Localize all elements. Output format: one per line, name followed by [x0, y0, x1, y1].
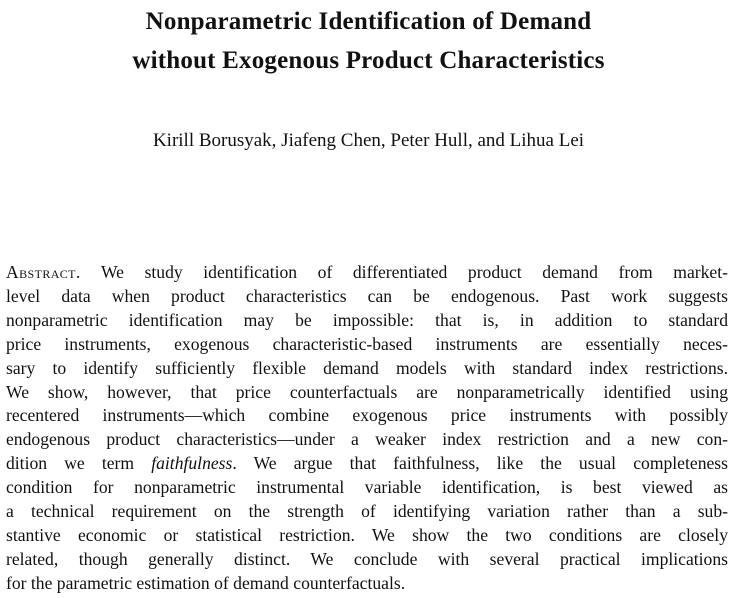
- paper-title-line-2: without Exogenous Product Characteristics: [132, 47, 605, 74]
- abstract: [6, 261, 728, 596]
- abstract-text: We study identification of differentiated product demand from market-: [100, 262, 728, 282]
- abstract-line: endogenous product characteristics—under a weaker index restriction and a new con-: [6, 429, 728, 450]
- paper-title: [0, 2, 737, 80]
- abstract-line: related, though generally distinct. We conclude with several practical implications: [6, 548, 728, 569]
- abstract-line: [6, 261, 728, 285]
- abstract-line: a technical requirement on the strength of identifying variation rather than a sub-: [6, 501, 728, 522]
- abstract-line: level data when product characteristics can be endogenous. Past work suggests: [6, 285, 728, 306]
- abstract-line: sary to identify sufficiently flexible demand models with standard index restrictions.: [6, 357, 728, 378]
- abstract-line: nonparametric identification may be impossible: that is, in addition to standard: [6, 309, 728, 330]
- abstract-line: stantive economic or statistical restriction. We show the two conditions are closely: [6, 524, 728, 545]
- abstract-line: price instruments, exogenous characteristic-based instruments are essentially neces-: [6, 333, 728, 354]
- paper-title-line-1: Nonparametric Identification of Demand: [145, 8, 592, 35]
- abstract-line: We show, however, that price counterfactuals are nonparametrically identified using: [6, 381, 728, 402]
- abstract-text: . We argue that faithfulness, like the usual completeness: [232, 453, 728, 474]
- emphasized-term: faithfulness: [151, 453, 233, 474]
- abstract-line: condition for nonparametric instrumental variable identification, is best viewed as: [6, 477, 728, 498]
- abstract-line: [6, 452, 728, 476]
- abstract-line: for the parametric estimation of demand counterfactuals.: [6, 572, 406, 593]
- abstract-line: recentered instruments—which combine exogenous price instruments with possibly: [6, 405, 728, 426]
- author-list: Kirill Borusyak, Jiafeng Chen, Peter Hull, and Lihua Lei: [152, 130, 585, 151]
- abstract-heading: Abstract.: [6, 262, 81, 282]
- abstract-text: dition we term: [6, 453, 135, 474]
